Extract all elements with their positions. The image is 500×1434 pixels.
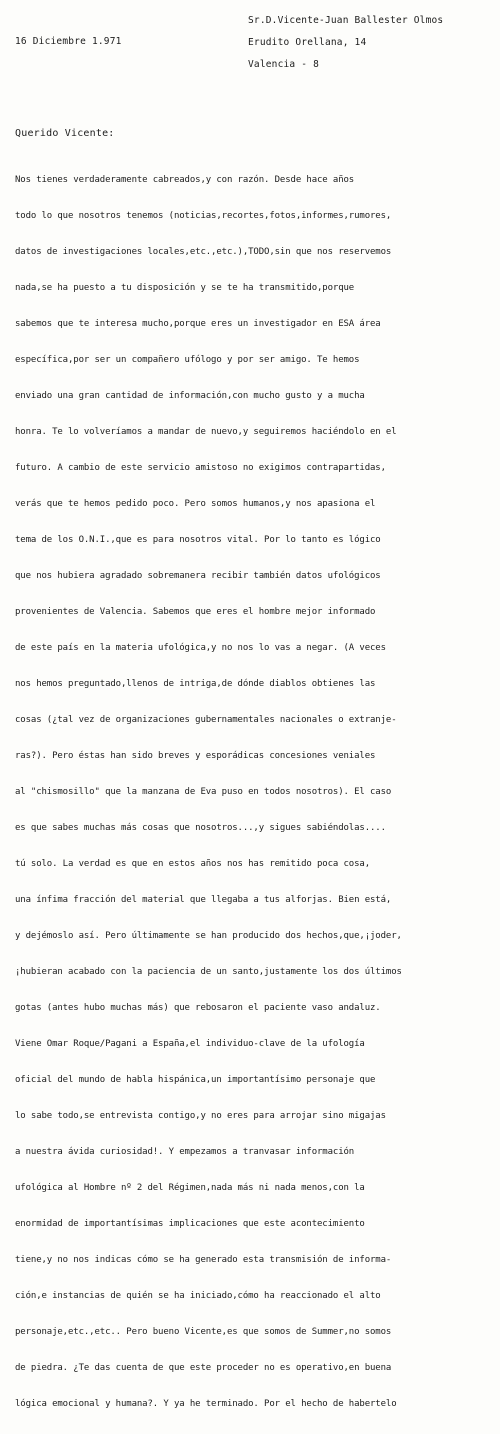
body-line: enormidad de importantísimas implicaciones que este acontecimiento xyxy=(15,1219,365,1229)
body-line: todo lo que nosotros tenemos (noticias,recortes,fotos,informes,rumores, xyxy=(15,211,392,221)
body-line: Nos tienes verdaderamente cabreados,y con razón. Desde hace años xyxy=(15,175,355,185)
body-line: oficial del mundo de habla hispánica,un importantísimo personaje que xyxy=(15,1075,376,1085)
body-line: que nos hubiera agradado sobremanera recibir también datos ufológicos xyxy=(15,571,381,581)
body-line: personaje,etc.,etc.. Pero bueno Vicente,es que somos de Summer,no somos xyxy=(15,1327,392,1337)
body-line: nos hemos preguntado,llenos de intriga,de dónde diablos obtienes las xyxy=(15,679,376,689)
body-line: y dejémoslo así. Pero últimamente se han producido dos hechos,que,¡joder, xyxy=(15,931,402,941)
body-line: de este país en la materia ufológica,y no nos lo vas a negar. (A veces xyxy=(15,643,386,653)
body-line: provenientes de Valencia. Sabemos que eres el hombre mejor informado xyxy=(15,607,376,617)
letter-body xyxy=(15,150,500,1434)
letter-date: 16 Diciembre 1.971 xyxy=(15,36,122,47)
body-line: gotas (antes hubo muchas más) que rebosaron el paciente vaso andaluz. xyxy=(15,1003,381,1013)
body-line: cosas (¿tal vez de organizaciones gubernamentales nacionales o extranje- xyxy=(15,715,397,725)
body-line: ción,e instancias de quién se ha iniciado,cómo ha reaccionado el alto xyxy=(15,1291,381,1301)
body-line: una ínfima fracción del material que llegaba a tus alforjas. Bien está, xyxy=(15,895,392,905)
body-line: tema de los O.N.I.,que es para nosotros vital. Por lo tanto es lógico xyxy=(15,535,381,545)
body-line: datos de investigaciones locales,etc.,etc.),TODO,sin que nos reservemos xyxy=(15,247,392,257)
address-city: Valencia - 8 xyxy=(248,59,320,70)
body-line: tiene,y no nos indicas cómo se ha generado esta transmisión de informa- xyxy=(15,1255,392,1265)
body-line: Viene Omar Roque/Pagani a España,el individuo-clave de la ufología xyxy=(15,1039,365,1049)
body-line: nada,se ha puesto a tu disposición y se te ha transmitido,porque xyxy=(15,283,355,293)
body-line: ras?). Pero éstas han sido breves y esporádicas concesiones veniales xyxy=(15,751,376,761)
body-line: verás que te hemos pedido poco. Pero somos humanos,y nos apasiona el xyxy=(15,499,376,509)
body-line: específica,por ser un compañero ufólogo y por ser amigo. Te hemos xyxy=(15,355,360,365)
body-line: ufológica al Hombre nº 2 del Régimen,nada más ni nada menos,con la xyxy=(15,1183,365,1193)
recipient-address xyxy=(248,10,443,76)
body-line: tú solo. La verdad es que en estos años nos has remitido poca cosa, xyxy=(15,859,370,869)
body-line: sabemos que te interesa mucho,porque eres un investigador en ESA área xyxy=(15,319,381,329)
body-line: enviado una gran cantidad de información,con mucho gusto y a mucha xyxy=(15,391,365,401)
body-line: ¡hubieran acabado con la paciencia de un santo,justamente los dos últimos xyxy=(15,967,402,977)
salutation: Querido Vicente: xyxy=(15,128,115,139)
body-line: lo sabe todo,se entrevista contigo,y no eres para arrojar sino migajas xyxy=(15,1111,386,1121)
address-name: Sr.D.Vicente-Juan Ballester Olmos xyxy=(248,15,444,26)
body-line: de piedra. ¿Te das cuenta de que este proceder no es operativo,en buena xyxy=(15,1363,392,1373)
address-street: Erudito Orellana, 14 xyxy=(248,37,367,48)
body-line: es que sabes muchas más cosas que nosotros...,y sigues sabiéndolas.... xyxy=(15,823,386,833)
body-line: honra. Te lo volveríamos a mandar de nuevo,y seguiremos haciéndolo en el xyxy=(15,427,397,437)
body-line: a nuestra ávida curiosidad!. Y empezamos a tranvasar información xyxy=(15,1147,355,1157)
body-line: lógica emocional y humana?. Y ya he terminado. Por el hecho de habertelo xyxy=(15,1399,397,1409)
body-line: al "chismosillo" que la manzana de Eva puso en todos nosotros). El caso xyxy=(15,787,392,797)
body-line: futuro. A cambio de este servicio amistoso no exigimos contrapartidas, xyxy=(15,463,386,473)
